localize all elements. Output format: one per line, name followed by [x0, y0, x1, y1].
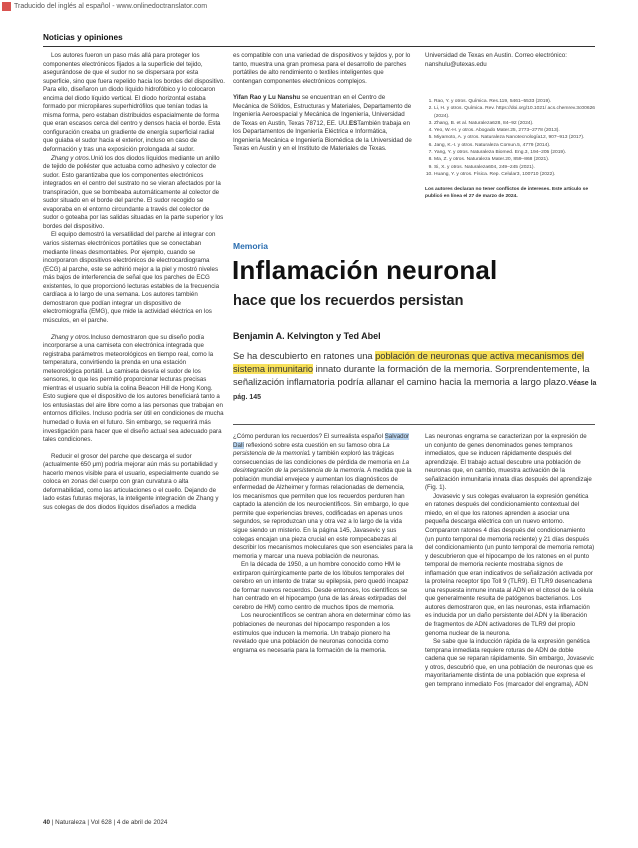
reference-item: 6. Jang, K.-I. y otros. Naturaleza Comun.5, 4779 (2014).: [434, 142, 595, 149]
banner-text: Traducido del inglés al español - www.onlinedoctranslator.com: [14, 3, 208, 10]
paragraph: Los autores fueron un paso más allá para proteger los componentes electrónicos fijados a la superficie del tejido, asegurándose de que el sudor no se dispersara por esta superficie, sino que fuera repelido hacia los bordes del dispositivo. Para ello, diseñaron un diodo líquido hidrofóbico y lo colocaron encima del diodo líquido vertical. El diodo horizontal estaba formado por micropilares superhidrófilos que tenían todas la misma forma, pero estaban distribuidos espacialmente de forma que eran escasos cerca del centro y densos hacia el borde. Esta configuración creaba un gradiente de energía superficial radial que guiaba el sudor hacia el exterior, incluso en caso de deformación y tras una exposición prolongada al sudor.: [43, 52, 225, 154]
paragraph: ¿Cómo perduran los recuerdos? El surrealista español Salvador Dalí reflexionó sobre esta cuestión en su famoso obra La persistencia de la memoria1 y también exploró las trágicas consecuencias de las condiciones de pérdida de memoria en La desintegración de la persistencia de la memoria. A medida que la población mundial envejece y aumentan los diagnósticos de enfermedad de Alzheimer y formas relacionadas de demencia, los mecanismos que permiten que los recuerdos perduren han captado la atención de los neurocientíficos. Sin embargo, lo que permite que experiencias breves, codificadas en apenas unos segundos, se reproduzcan una y otra vez a lo largo de la vida sigue siendo un misterio. En la página 145, Javasevic y sus colegas encajan una pieza crucial en este rompecabezas al describir los mecanismos moleculares que son esenciales para la memoria y marcar una nueva población de neuronas.: [233, 433, 413, 560]
translator-logo-icon: [2, 2, 11, 11]
reference-item: 3. Zhang, B. et al. Naturaleza628, 84–92 (2024).: [434, 120, 595, 127]
reference-item: 9. Si, X. y otros. Naturaleza604, 249–245 (2021).: [434, 164, 595, 171]
paragraph: Jovasevic y sus colegas evaluaron la expresión genética en ratones después del condicionamiento contextual del miedo, en el que los ratones aprenden a asociar una pequeña descarga eléctrica con un nuevo entorno. Compararon ratones 4 días después del condicionamiento (un punto temporal de memoria reciente) y 21 días después del condicionamiento (un punto temporal de memoria remota) y descubrieron que el hipocampo de los ratones en el punto temporal de memoria reciente mostraba signos de inflamación que eran indicativos de señalización activada por la proteína receptor tipo Toll 9 (TLR9). El TLR9 desencadena una respuesta inmune innata al ADN en el citosol de la célula que generalmente resulta de patógenos bacterianos. Los autores demostraron que, en las neuronas, esta inflamación es inducida por un daño persistente del ADN y la liberación de fragmentos de ADN activadores de TLR9 del propio genoma nuclear de la neurona.: [425, 492, 595, 637]
highlight: Salvador Dalí: [233, 433, 410, 449]
column-2-body: [233, 433, 413, 655]
paragraph: Las neuronas engrama se caracterizan por la expresión de un conjunto de genes denominados genes tempranos inmediatos, que se inducen rápidamente después del aprendizaje. El trabajo actual descubre una población de neuronas que, en cambio, muestra activación de la señalización inmunitaria innata días después del aprendizaje (Fig. 1).: [425, 433, 592, 492]
section-rule: [43, 46, 595, 47]
conflict-note: Los autores declaran no tener conflictos de intereses. Este artículo se publicó en línea el 27 de marzo de 2024.: [425, 187, 589, 200]
paragraph: En la década de 1950, a un hombre conocido como HM le extirparon quirúrgicamente parte de los lóbulos temporales del cerebro en un intento de tratar su epilepsia, pero quedó incapaz de formar nuevos recuerdos. Desde entonces, los científicos se han centrado en el hipocampo (una de las áreas extirpadas del cerebro de HM) como centro de muchos tipos de memoria.: [233, 561, 409, 611]
section-title: Noticias y opiniones: [43, 33, 123, 42]
paragraph: es compatible con una variedad de dispositivos y tejidos y, por lo tanto, muestra una gran promesa para el desarrollo de parches portátiles de alto rendimiento o textiles inteligentes que contengan componentes electrónicos complejos.: [233, 52, 411, 85]
article-authors: Benjamin A. Kelvington y Ted Abel: [233, 331, 381, 341]
reference-item: 1. Rao, Y. y otros. Química. Res.119, 5461–5533 (2019).: [434, 98, 595, 105]
column-3-top: Universidad de Texas en Austin. Correo electrónico: nanshulu@utexas.edu: [425, 52, 567, 68]
article-kicker: Memoria: [233, 241, 268, 251]
see-page-link[interactable]: Véase la pág. 145: [233, 380, 597, 401]
page-footer: 40 | Naturaleza | Vol 628 | 4 de abril de 2024: [43, 819, 168, 826]
author-bio: Yifan Rao y Lu Nanshu se encuentran en el Centro de Mecánica de Sólidos, Estructuras y Materiales, Departamento de Ingeniería Aeroespacial y Mecánica de Ingeniería, Universidad de Texas en Austin, Texas 78712, EE. UU.ESTambién trabaja en los Departamentos de Ingeniería Eléctrica e Informática, Ingeniería Mecánica e Ingeniería Biomédica de la Universidad de Texas en Austin y en el Instituto de Materiales de Texas.: [233, 94, 412, 153]
article-standfirst: Se ha descubierto en ratones una población de neuronas que activa mecanismos del sistema inmunitario innato durante la formación de la memoria. Sorprendentemente, la señalización inflamatoria podría allanar el camino hacia la memoria a largo plazo.Véase la pág. 145: [233, 351, 597, 401]
highlight: población de neuronas que activa mecanismos del sistema inmunitario: [233, 351, 584, 374]
column-1: [43, 52, 225, 512]
translation-banner[interactable]: [0, 0, 638, 14]
reference-item: 7. Yang, Y. y otros. Naturaleza Biomed. Eng.3, 194–205 (2019).: [434, 149, 595, 156]
reference-item: 5. Miyamoto, A. y otros. Naturaleza Nanotecnología12, 907–913 (2017).: [434, 134, 595, 141]
reference-item: 8. Ma, Z. y otros. Naturaleza Mater.20, 859–868 (2021).: [434, 156, 595, 163]
reference-item: 10. Huang, Y. y otros. Física. Rep. Celular3, 100710 (2022).: [434, 171, 595, 178]
article-title: Inflamación neuronal: [232, 255, 498, 285]
paragraph: Zhang y otros.Unió los dos diodos líquidos mediante un anillo de tejido de poliéster que actuaba como adhesivo y colector de sudor. Esto garantizaba que los componentes electrónicos integrados en el centro del sustrato no se vieran afectados por la transpiración, que se bombeaba automáticamente al colector de sudor situado en el borde del parche. El sudor recogido se evaporaba en el entorno circundante a través del colector de sudor o goteaba por las salidas situadas en la parte superior y los bordes del dispositivo.: [43, 154, 224, 230]
column-2-top: [233, 52, 413, 154]
paragraph: El equipo demostró la versatilidad del parche al integrar con varios sistemas electrónicos portátiles que se conectaban mediante líneas desmontables. Por ejemplo, cuando se incorporaron dispositivos electrónicos de electrocardiograma (ECG) al parche, este se adhirió mejor a la piel y mostró niveles más bajos de interferencia de señal que los parches de ECG existentes, lo que proporcionó lecturas estables de la frecuencia cardíaca a lo largo de una semana. Los autores también demostraron que podían integrar un dispositivo de electromiografía (EMG), que mide la actividad eléctrica en los músculos, en el parche.: [43, 231, 220, 324]
paragraph: Se sabe que la inducción rápida de la expresión genética temprana inmediata requiere roturas de ADN de doble cadena que se reparan rápidamente. Sin embargo, Jovasevic y otros, descubrió que, en una población de neuronas que es mayoritariamente distinta de una población que expresa el gen temprano inmediato Fos (marcador del engrama), ADN: [425, 638, 594, 688]
reference-item: 2. Li, H. y otros. Química. Rev. https://doi.org/10.1021/ acs.chemrev.3c00626 (2024).: [434, 105, 595, 120]
reference-item: 4. Yeo, W.-H. y otros. Abogado Mater.25, 2773–2778 (2013).: [434, 127, 595, 134]
article-rule: [233, 424, 595, 425]
paragraph: Zhang y otros.Incluso demostraron que su diseño podía incorporarse a una camiseta con electrónica integrada que registraba parámetros meteorológicos en tiempo real, como la temperatura, convirtiendo la prenda en una estación meteorológica portátil. La camiseta desvía el sudor de los sensores, lo que les permitió proporcionar lecturas precisas mientras el usuario subía la colina Beacon Hill de Hong Kong. Esto sugiere que el dispositivo de los autores beneficiará tanto a los entusiastas del aire libre como a las personas que trabajan en entornos difíciles. Incluso podría ser útil en condiciones de mucha humedad o lluvia en el futuro. Sin embargo, se requerirá más investigación para hacer que el diseño actual sea adecuado para tales condiciones.: [43, 333, 224, 444]
paragraph: Los neurocientíficos se centran ahora en determinar cómo las poblaciones de neuronas del hipocampo responden a los estímulos que inducen la memoria. Un trabajo pionero ha revelado que una población de neuronas conocida como engrama es necesaria para la formación de la memoria.: [233, 612, 411, 654]
paragraph: Reducir el grosor del parche que descarga el sudor (actualmente 650 μm) podría mejorar aún más su portabilidad y hacerlo menos visible para el usuario, especialmente cuando se coloca en zonas del cuerpo con gran curvatura o alta deformabilidad, como las articulaciones o el cuello. Dejando de lado estas futuras mejoras, la inteligente integración de Zhang y sus colegas de dos diodos líquidos diseñados a medida: [43, 452, 219, 511]
references: [425, 98, 595, 200]
article-subtitle: hace que los recuerdos persistan: [233, 293, 464, 309]
column-3-body: [425, 433, 595, 689]
